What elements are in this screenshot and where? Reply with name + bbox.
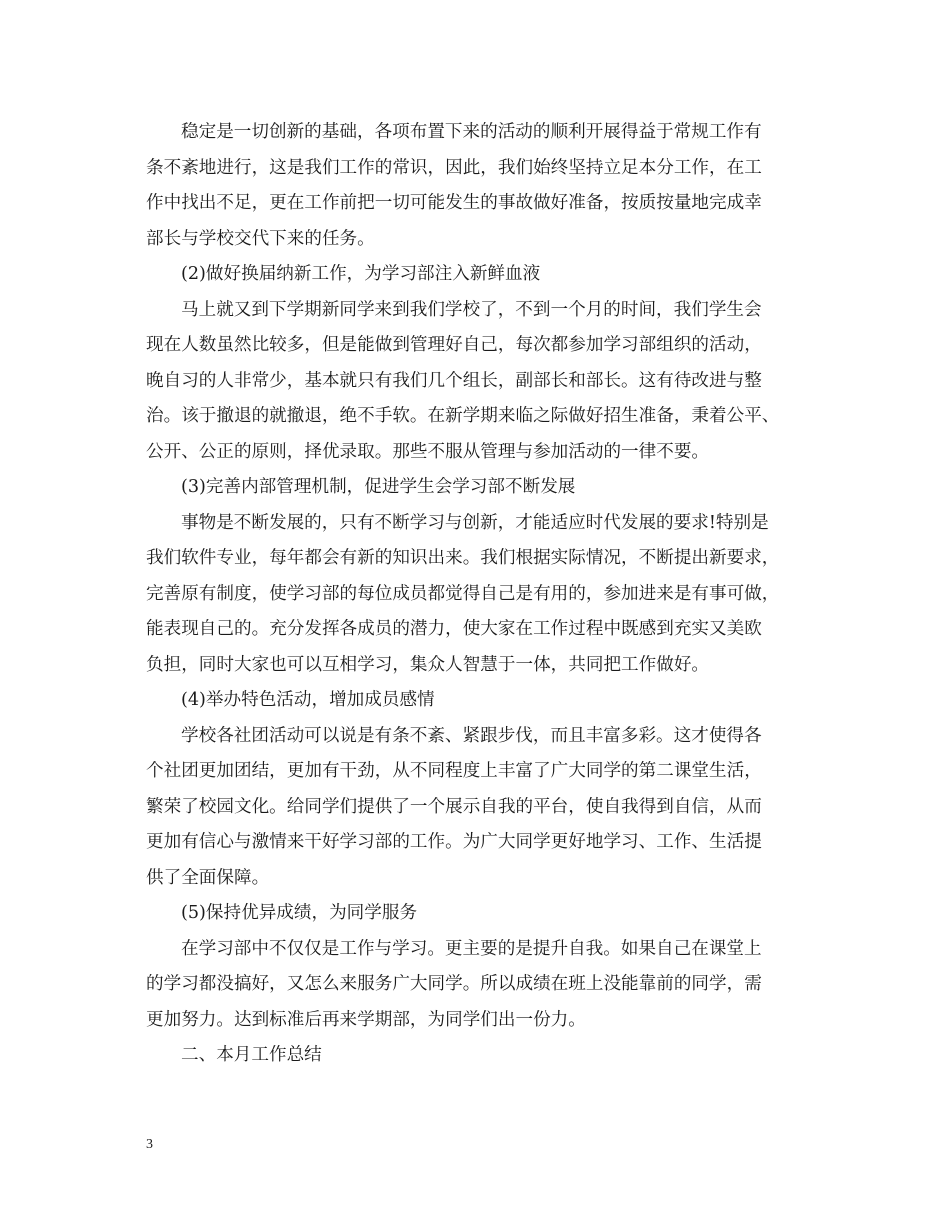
text-line: 马上就又到下学期新同学来到我们学校了，不到一个月的时间，我们学生会 [181, 299, 762, 320]
text-line: 现在人数虽然比较多，但是能做到管理好自己，每次都参加学习部组织的活动， [146, 335, 762, 355]
text-line: 二、本月工作总结 [181, 1045, 322, 1065]
text-line: 完善原有制度，使学习部的每位成员都觉得自己是有用的，参加进来是有事可做， [146, 583, 780, 604]
text-line: 稳定是一切创新的基础，各项布置下来的活动的顺利开展得益于常规工作有 [181, 122, 762, 142]
text-line: 更加努力。达到标准后再来学期部，为同学们出一份力。 [146, 1009, 586, 1030]
text-line: 能表现自己的。充分发挥各成员的潜力，使大家在工作过程中既感到充实又美欧 [146, 619, 762, 639]
text-line: 供了全面保障。 [146, 867, 270, 888]
text-line: 个社团更加团结，更加有干劲，从不同程度上丰富了广大同学的第二课堂生活， [146, 761, 762, 781]
text-line: 在学习部中不仅仅是工作与学习。更主要的是提升自我。如果自己在课堂上 [181, 938, 762, 959]
text-line: (2)做好换届纳新工作，为学习部注入新鲜血液 [181, 264, 541, 284]
text-line: 繁荣了校园文化。给同学们提供了一个展示自我的平台，使自我得到自信，从而 [146, 796, 762, 817]
text-line: 的学习都没搞好，又怎么来服务广大同学。所以成绩在班上没能靠前的同学，需 [146, 974, 762, 994]
text-line: 作中找出不足，更在工作前把一切可能发生的事故做好准备，按质按量地完成幸 [146, 193, 762, 213]
text-line: 负担，同时大家也可以互相学习，集众人智慧于一体，共同把工作做好。 [146, 654, 710, 675]
text-line: 更加有信心与激情来干好学习部的工作。为广大同学更好地学习、工作、生活提 [146, 832, 762, 852]
page-number: 3 [146, 1137, 153, 1152]
text-line: 我们软件专业，每年都会有新的知识出来。我们根据实际情况，不断提出新要求， [146, 548, 780, 568]
document-body [146, 115, 816, 1074]
text-line: (5)保持优异成绩，为同学服务 [181, 903, 418, 923]
text-line: 公开、公正的原则，择优录取。那些不服从管理与参加活动的一律不要。 [146, 441, 710, 462]
text-line: 条不紊地进行，这是我们工作的常识，因此，我们始终坚持立足本分工作，在工 [146, 157, 762, 178]
text-line: (3)完善内部管理机制，促进学生会学习部不断发展 [181, 477, 576, 497]
text-line: 事物是不断发展的，只有不断学习与创新，才能适应时代发展的要求!特别是 [181, 512, 769, 533]
text-line: 晚自习的人非常少，基本就只有我们几个组长，副部长和部长。这有待改进与整 [146, 370, 762, 391]
text-line: 部长与学校交代下来的任务。 [146, 228, 375, 249]
text-line: 治。该于撤退的就撤退，绝不手软。在新学期来临之际做好招生准备，秉着公平、 [146, 406, 780, 426]
text-line: (4)举办特色活动，增加成员感情 [181, 690, 435, 710]
text-line: 学校各社团活动可以说是有条不紊、紧跟步伐，而且丰富多彩。这才使得各 [181, 725, 762, 746]
